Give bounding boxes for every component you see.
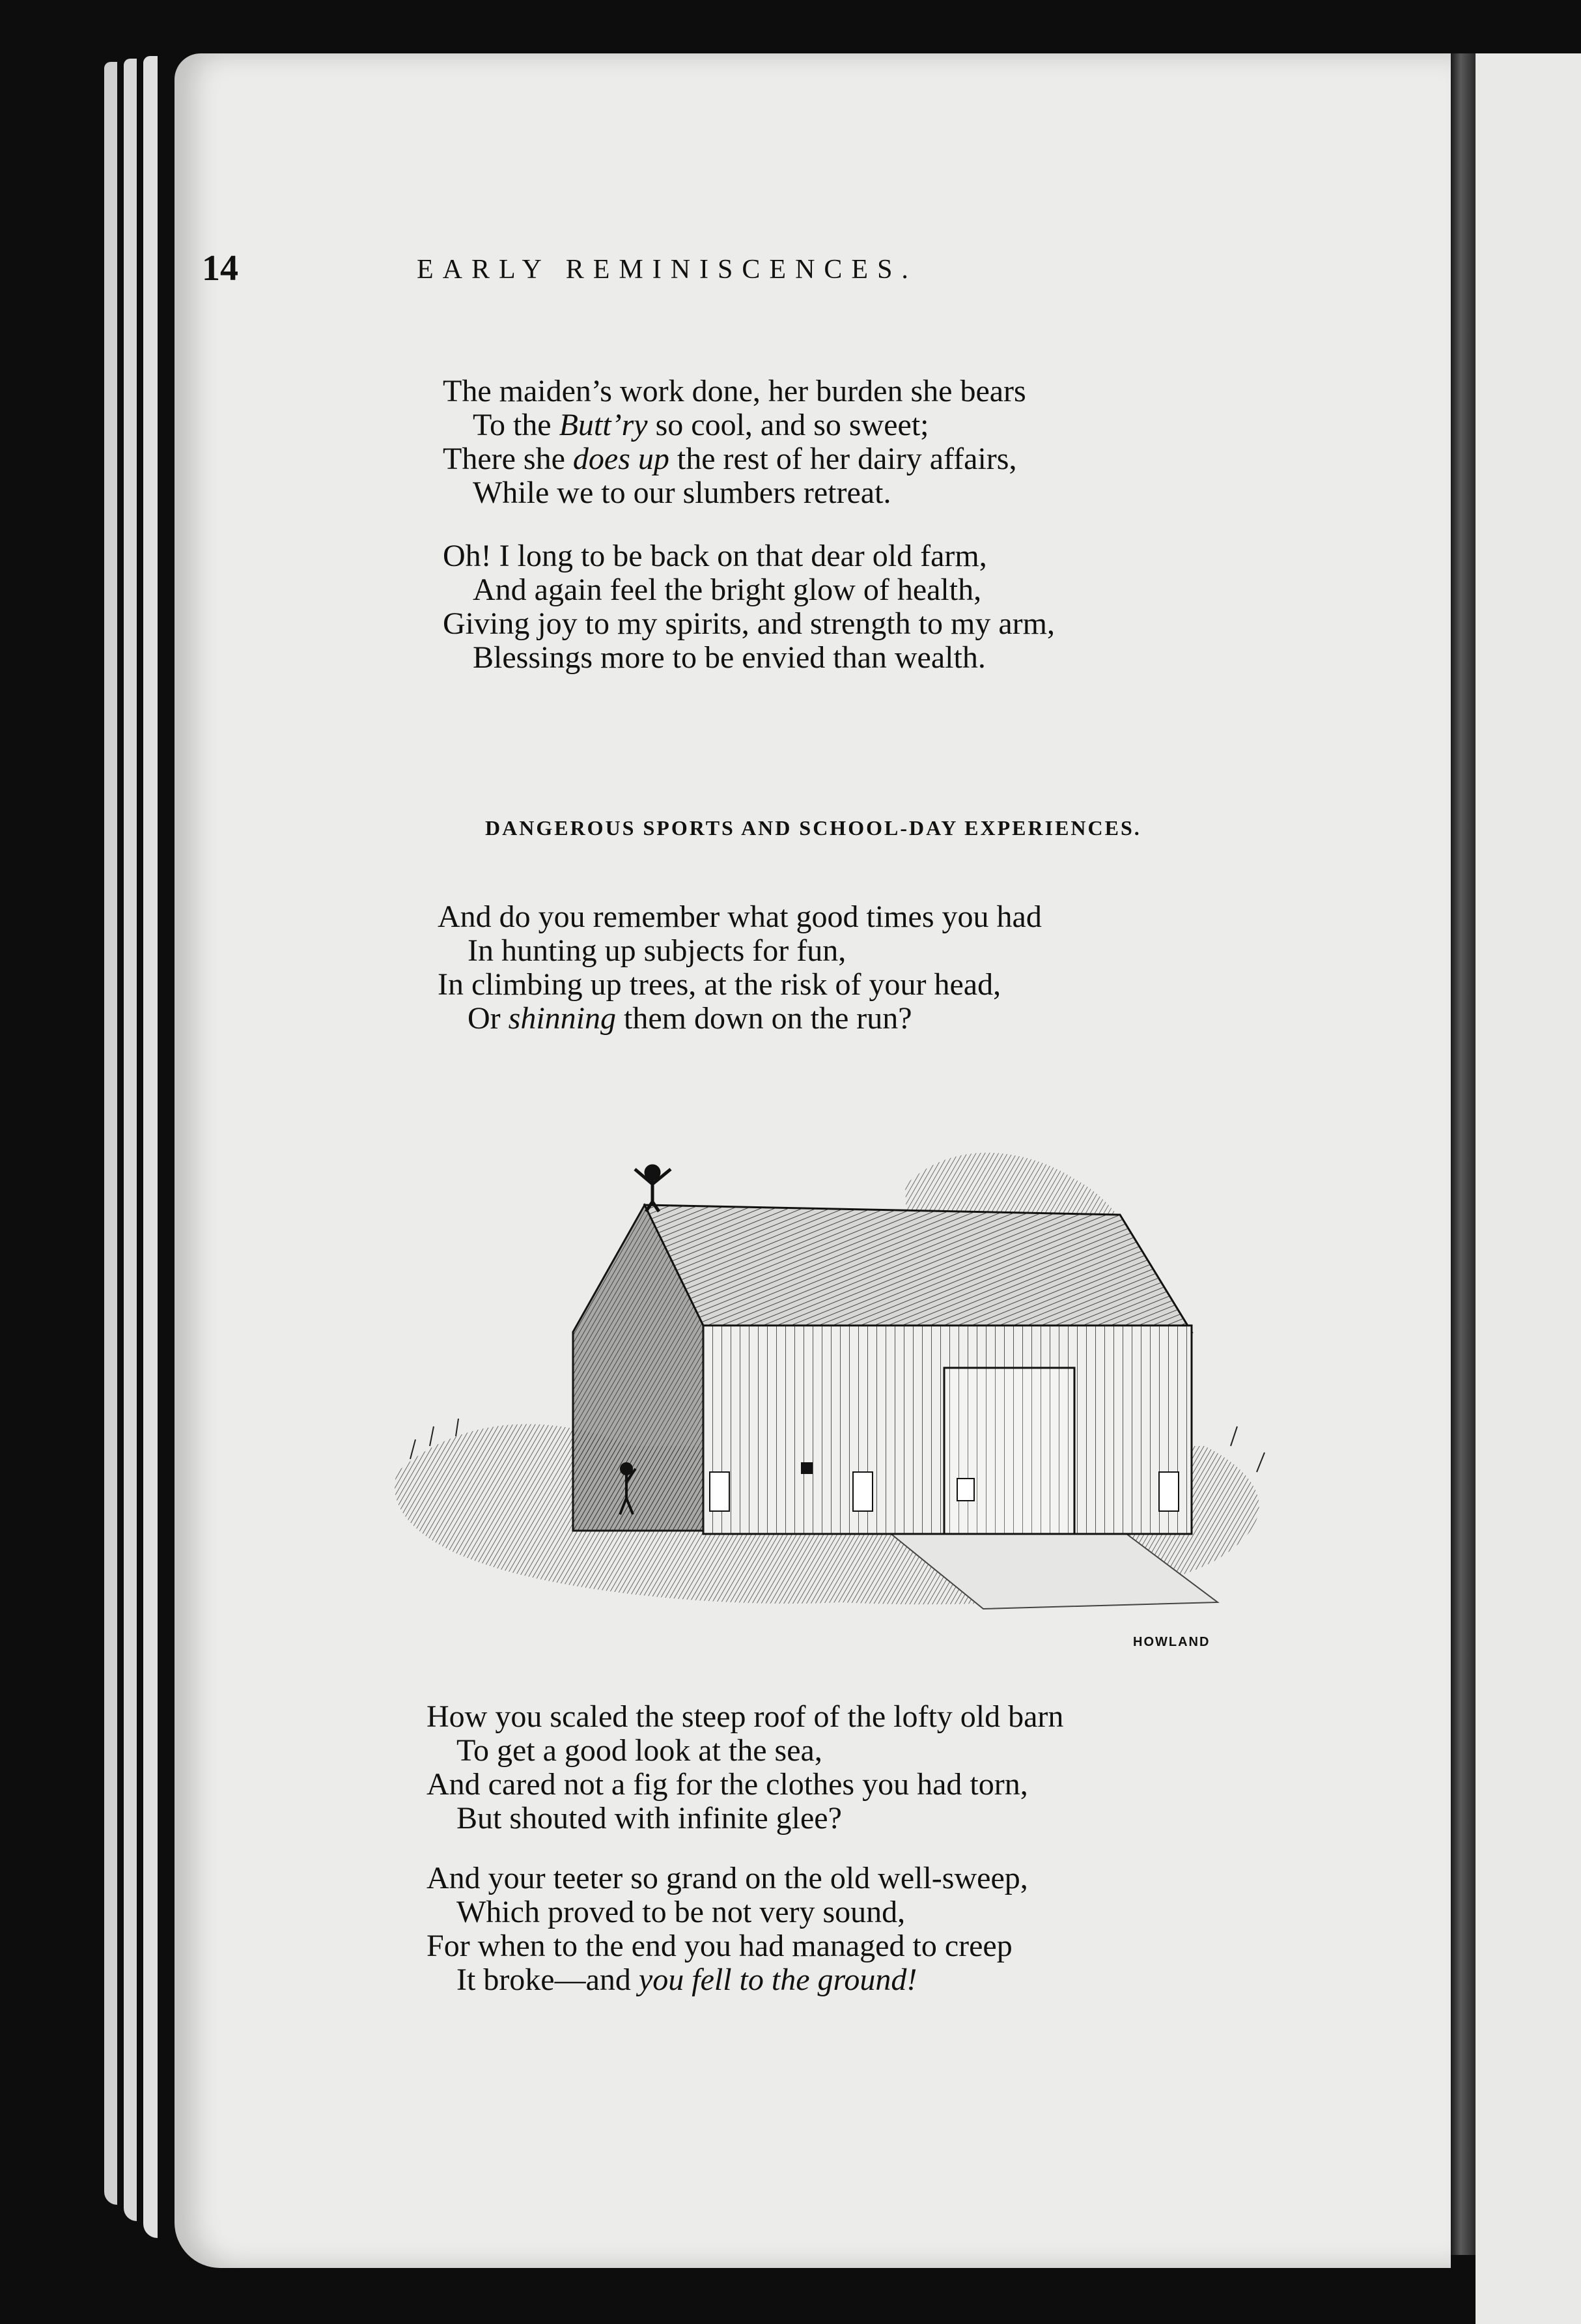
poem-line: To the Butt’ry so cool, and so sweet; — [473, 408, 929, 442]
poem-stanza — [438, 900, 1042, 1036]
facing-page-edge — [1476, 53, 1581, 2324]
poem-line: Oh! I long to be back on that dear old farm, — [443, 539, 987, 573]
poem-line: Or shinning them down on the run? — [468, 1001, 912, 1036]
poem-line: In climbing up trees, at the risk of your head, — [438, 967, 1001, 1002]
poem-stanza — [427, 1700, 1063, 1835]
poem-line: The maiden’s work done, her burden she bears — [443, 374, 1026, 408]
poem-line: Which proved to be not very sound, — [456, 1895, 906, 1929]
barn-window — [801, 1462, 813, 1474]
page-header — [202, 248, 1244, 306]
barn-window — [1159, 1472, 1179, 1511]
poem-line: Giving joy to my spirits, and strength to my arm, — [443, 606, 1055, 641]
poem-line: And your teeter so grand on the old well-sweep, — [427, 1861, 1028, 1895]
poem-line: While we to our slumbers retreat. — [473, 475, 891, 510]
poem-line: Blessings more to be envied than wealth. — [473, 640, 986, 675]
poem-line: But shouted with infinite glee? — [456, 1801, 842, 1835]
running-title: EARLY REMINISCENCES. — [417, 255, 917, 285]
barn-window — [710, 1472, 729, 1511]
section-heading: DANGEROUS SPORTS AND SCHOOL-DAY EXPERIENCES. — [485, 816, 1141, 840]
poem-line: It broke—and you fell to the ground! — [456, 1963, 917, 1997]
barn-window — [853, 1472, 873, 1511]
barn-illustration — [384, 1107, 1322, 1667]
barn-window — [957, 1479, 974, 1501]
italic-word: shinning — [508, 1001, 617, 1036]
poem-stanza — [427, 1862, 1028, 1997]
poem-line: And again feel the bright glow of health, — [473, 573, 982, 607]
engraver-signature: HOWLAND — [1133, 1635, 1210, 1649]
page-stack-edge — [143, 56, 158, 2238]
page-number: 14 — [202, 248, 238, 289]
poem-line: In hunting up subjects for fun, — [468, 933, 846, 968]
poem-line: How you scaled the steep roof of the lofty old barn — [427, 1699, 1064, 1734]
poem-line: And do you remember what good times you had — [438, 900, 1042, 934]
poem-line: To get a good look at the sea, — [456, 1733, 822, 1768]
italic-word: does up — [572, 442, 669, 476]
page-stack-edge — [124, 59, 137, 2221]
book-gutter — [1451, 53, 1476, 2255]
poem-stanza — [443, 375, 1026, 510]
poem-line: And cared not a fig for the clothes you had torn, — [427, 1767, 1028, 1802]
page-stack-edge — [104, 62, 117, 2205]
poem-line: There she does up the rest of her dairy affairs, — [443, 442, 1017, 476]
poem-line: For when to the end you had managed to creep — [427, 1929, 1013, 1963]
italic-word: Butt’ry — [559, 408, 648, 442]
italic-word: you fell to the ground! — [638, 1963, 917, 1997]
poem-stanza — [443, 539, 1055, 675]
